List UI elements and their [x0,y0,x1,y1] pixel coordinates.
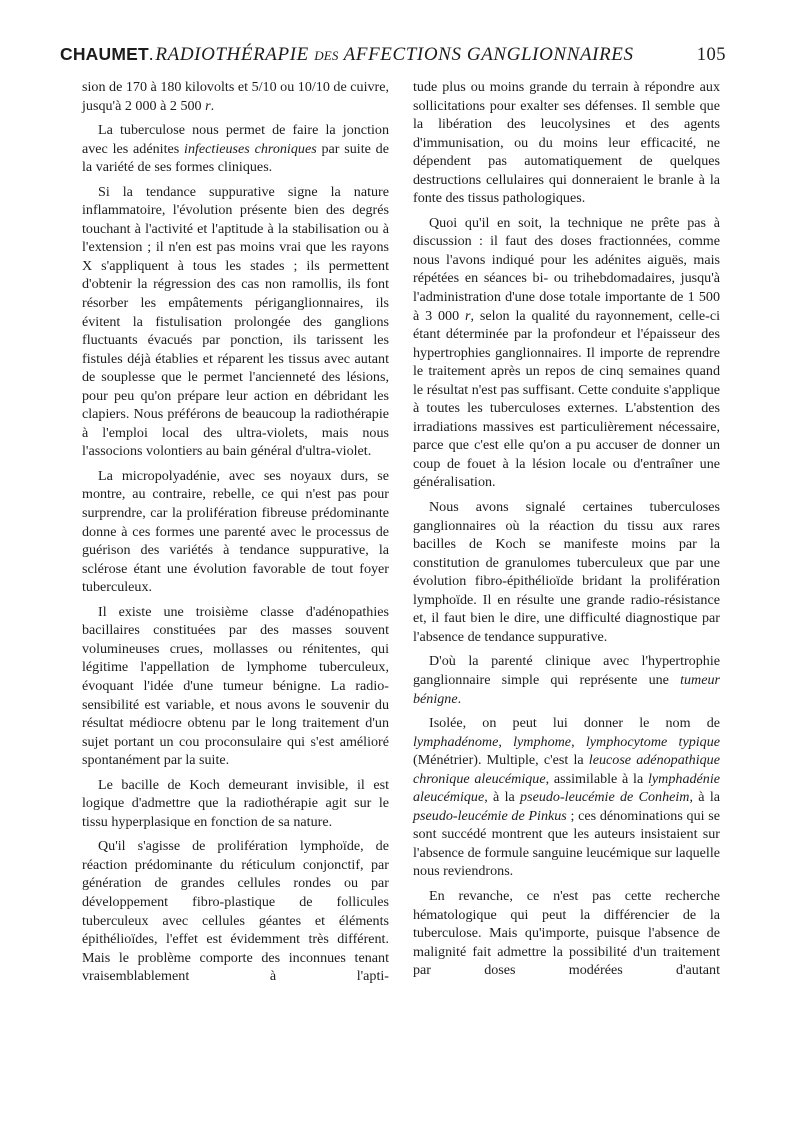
running-head-title-part1: RADIOTHÉRAPIE [155,44,309,65]
italic-run: r [464,307,471,324]
text-run: Isolée, on peut lui donner le nom de [429,715,720,732]
paragraph [82,837,389,985]
running-head-author: CHAUMET [60,44,149,64]
text-run: La tuberculose nous permet de faire la jonction avec les adénites [82,122,389,157]
text-run: , [571,733,586,750]
paragraph [82,78,389,115]
right-column [413,78,720,986]
paragraph [82,603,389,770]
italic-run: lymphadénie aleucémique [413,770,721,806]
paragraph [413,887,720,980]
paragraph [82,776,389,832]
text-run: D'où la parenté clinique avec l'hypertrophie ganglionnaire simple qui représente une [413,653,720,688]
text-run: , à la [689,789,720,806]
running-head-title-part2: AFFECTIONS GANGLIONNAIRES [343,44,634,65]
text-run: , selon la qualité du rayonnement, celle-ci étant déterminée par la profondeur et l'épaisseur des hypertrophies ganglionnaires. Il importe de reprendre le traitement après un repos de cinq semaines quand le résultat n'est pas suffisant. Cette conduite s'applique à toutes les tuberculoses externes. L'abstention des irradiations massives est particulièrement nécessaire, parce que c'est elle qu'on a pu accuser de donner un coup de fouet à la lésion locale ou d'entraîner une généralisation. [413,307,721,491]
paragraph [413,214,720,492]
text-run: , assimilable à la [545,770,648,787]
text-run: Nous avons signalé certaines tuberculoses ganglionnaires où la réaction du tissu aux rares bacilles de Koch se manifeste moins par la constitution de granulomes tuberculeux que par une évolution fibro-épithélioïde bridant la prolifération lymphoïde. Il en résulte une grande radio-résistance et, il faut bien le dire, une difficulté diagnostique par l'absence de tendance suppurative. [413,499,720,645]
text-run: Le bacille de Koch demeurant invisible, il est logique d'admettre que la radiothérapie agit sur le tissu hyperplasique en fonction de sa nature. [82,776,389,830]
running-head-title [155,44,633,66]
paragraph [413,652,720,708]
paragraph [413,714,720,881]
text-run: , [498,733,514,750]
text-run: . [210,97,215,114]
italic-run: r [205,97,211,114]
running-head [60,44,726,70]
text-run: Qu'il s'agisse de prolifération lymphoïde, de réaction prédominante du réticulum conjonctif, par génération de grandes cellules rondes ou par développement fibro-plastique de follicules tuberculeux avec cellules géantes et éléments épithélioïdes, l'effet est évidemment très différent. Mais le problème comporte des inconnues tenant vraisemblablement à l'apti- [82,838,389,985]
italic-run: infectieuses chroniques [184,140,317,157]
italic-run: pseudo-leucémie de Pinkus [413,807,567,824]
text-run: sion de 170 à 180 kilovolts et 5/10 ou 10/10 de cuivre, jusqu'à 2 000 à 2 500 [82,79,389,114]
running-head-separator: . [148,44,154,64]
italic-run: lymphome [513,733,572,750]
italic-run: lymphadénome [413,733,499,750]
text-run: Quoi qu'il en soit, la technique ne prête pas à discussion : il faut des doses fractionnées, comme nous l'avons indiqué pour les adénites aiguës, mais répétées en séances bi- ou trihebdomadaires, jusqu'à l'administration d'une dose totale importante de 1 500 à 3 000 [413,214,720,324]
paragraph [413,498,720,646]
text-run: tude plus ou moins grande du terrain à répondre aux sollicitations pour exalter ses défenses. Il semble que la libération des leucolysines et des agents d'immunisation, ou du moins leur efficacité, ne dépendent pas automatiquement de quelques destructions cellulaires qui donneraient le branle à la fonte des tissus pathologiques. [413,79,720,207]
text-run: par suite de la variété de ses formes cliniques. [82,140,389,176]
text-run: , à la [484,789,521,806]
text-run: (Ménétrier). Multiple, c'est la [413,752,589,769]
italic-run: lymphocytome typique [585,733,721,750]
running-head-title-small: DES [314,48,339,63]
italic-run: pseudo-leucémie de Conheim [520,789,690,806]
text-run: Si la tendance suppurative signe la nature inflammatoire, l'évolution présente bien des degrés touchant à l'activité et l'aptitude à la stabilisation ou à l'extension ; il n'en est pas moins vrai que les rayons X s'appliquent à tous les stades ; ils permettent d'obtenir la régression des cas non ramollis, ils font résorber les empâtements périganglionnaires, ils évitent la fistulisation prolongée des ganglions fluctuants évacués par ponction, ils tarissent les fistules déjà établies et réparent les tissus avec autant de souplesse que le permet l'ancienneté des lésions, pour peu qu'on prépare leur action en débridant les clapiers. Nous préférons de beaucoup la radiothérapie à l'emploi local des ultra-violets, mais nous l'associons volontiers au bain général d'ultra-violet. [82,183,389,460]
text-run: Il existe une troisième classe d'adénopathies bacillaires constituées par des masses souvent volumineuses crues, mollasses ou rénitentes, qui légitime l'appellation de lymphome tuberculeux, évoquant l'idée d'une tumeur bénigne. La radio-sensibilité est variable, et nous avons le souvenir du résultat médiocre obtenu par le long traitement d'un sujet portant un cou proconsulaire qui s'est amélioré spontanément par la suite. [82,603,389,769]
text-run: En revanche, ce n'est pas cette recherche hématologique qui peut la différencier de la tuberculose. Mais qu'importe, puisque l'absence de malignité fait admettre la possibilité d'un traitement par doses modérées d'autant [413,887,720,979]
paragraph [82,121,389,177]
paragraph [82,183,389,461]
text-run: . [457,690,462,707]
left-column [82,78,389,992]
text-run: La micropolyadénie, avec ses noyaux durs, se montre, au contraire, rebelle, ce qui n'est pas pour surprendre, car la prolifération fibreuse prédominante donne à ces formes une parenté avec le processus de guérison des variétés à tendance suppurative, la sclérose étant une évolution favorable de tout foyer tuberculeux. [82,467,389,596]
paragraph [82,467,389,597]
italic-run: leucose adénopathique chronique aleucémique [413,752,720,787]
text-run: ; ces dénominations qui se sont succédé montrent que les auteurs insistaient sur l'absence de formule sanguine leucémique sur laquelle nous reviendrons. [413,807,721,880]
italic-run: tumeur bénigne [413,671,720,707]
paragraph [413,78,720,208]
page-number: 105 [696,45,726,65]
